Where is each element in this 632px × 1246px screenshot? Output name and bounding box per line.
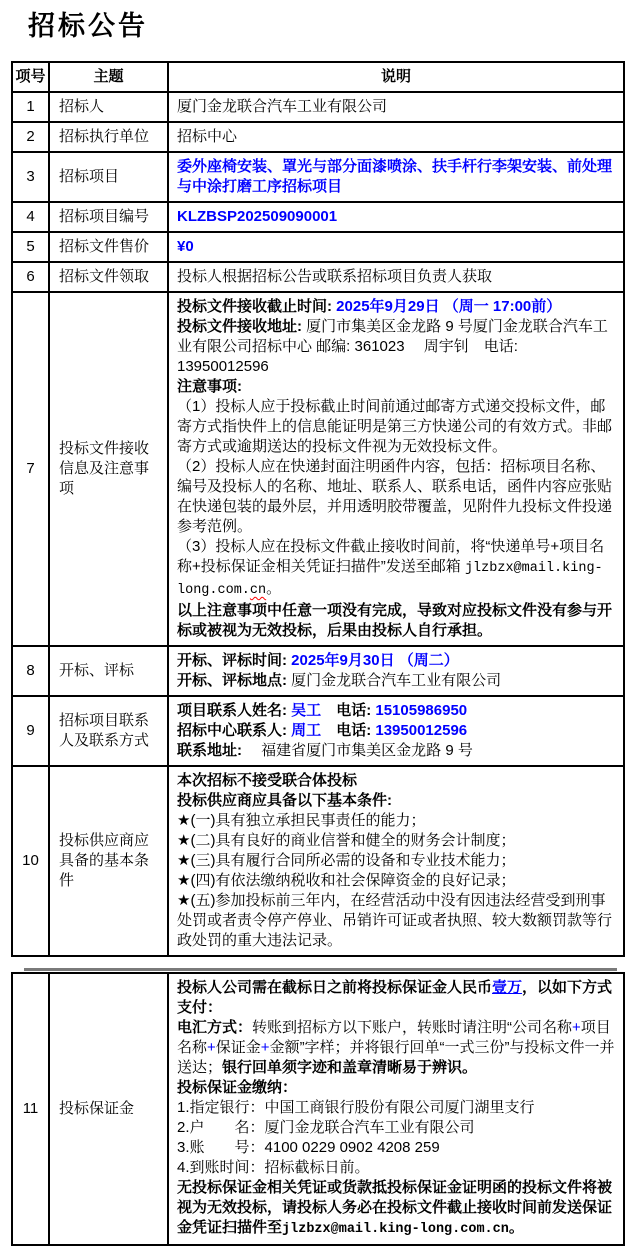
text-segment: 3.账 号：4100 0229 0902 4208 259 <box>177 1139 440 1156</box>
text-segment: 委外座椅安装、罩光与部分面漆喷涂、扶手杆行李架安装、前处理与中涂打磨工序招标项目 <box>177 158 613 195</box>
text-segment: + <box>260 1039 270 1056</box>
description-line <box>177 701 615 721</box>
text-segment: 电话: <box>336 722 376 739</box>
description-line <box>177 1078 615 1098</box>
text-segment: 电话: <box>336 702 376 719</box>
text-segment: 周工 <box>291 722 322 739</box>
text-segment: 福建省厦门市集美区金龙路 9 号 <box>246 742 473 759</box>
row-item-number: 8 <box>12 646 49 696</box>
description-line <box>177 397 615 457</box>
description-line <box>177 851 615 871</box>
row-topic: 开标、评标 <box>49 646 168 696</box>
description-line <box>177 1138 615 1158</box>
description-line <box>177 741 615 761</box>
text-segment: ，以如下方式支付： <box>177 979 613 1016</box>
table-row <box>12 122 624 152</box>
row-topic: 招标项目编号 <box>49 202 168 232</box>
description-line <box>177 978 615 1018</box>
row-description <box>168 292 624 646</box>
description-line <box>177 721 615 741</box>
text-segment: 联系地址: <box>177 742 247 759</box>
text-segment: ★(三)具有履行合同所必需的设备和专业技术能力； <box>177 852 516 869</box>
text-segment: 15105986950 <box>375 702 468 719</box>
row-item-number: 6 <box>12 262 49 292</box>
text-segment: 转账到招标方以下账户，转账时请注明“公司名称 <box>252 1019 573 1036</box>
description-line <box>177 377 615 397</box>
row-item-number: 7 <box>12 292 49 646</box>
row-description <box>168 122 624 152</box>
row-item-number: 4 <box>12 202 49 232</box>
text-segment: 招标中心联系人: <box>177 722 292 739</box>
text-segment: 2025年9月29日 （周一 17:00前） <box>336 298 562 315</box>
table-row <box>12 292 624 646</box>
text-segment: 厦门金龙联合汽车工业有限公司 <box>291 672 502 689</box>
description-line <box>177 1118 615 1138</box>
text-segment: 投标文件接收截止时间: <box>177 298 337 315</box>
column-header-item-no: 项号 <box>12 62 49 92</box>
description-line <box>177 1098 615 1118</box>
row-topic: 投标保证金 <box>49 973 168 1245</box>
description-line <box>177 831 615 851</box>
text-segment <box>321 702 336 719</box>
text-segment: 开标、评标时间: <box>177 652 292 669</box>
row-description <box>168 766 624 956</box>
text-segment: 开标、评标地点: <box>177 672 292 689</box>
row-topic: 招标项目联系人及联系方式 <box>49 696 168 766</box>
text-segment: 厦门金龙联合汽车工业有限公司 <box>177 98 388 115</box>
text-segment: 。 <box>508 1219 524 1236</box>
description-line <box>177 1018 615 1078</box>
text-segment: ★(二)具有良好的商业信誉和健全的财务会计制度； <box>177 832 516 849</box>
description-line <box>177 601 615 641</box>
text-segment: 项目名称 <box>177 1019 611 1056</box>
description-line <box>177 207 615 227</box>
row-description <box>168 646 624 696</box>
table-row <box>12 152 624 202</box>
text-segment <box>321 722 336 739</box>
text-segment: 以上注意事项中任意一项没有完成，导致对应投标文件没有参与开标或被视为无效投标，后果由投标人自行承担。 <box>177 602 613 639</box>
text-segment: 银行回单须字迹和盖章清晰易于辨识。 <box>222 1059 478 1076</box>
text-segment: 电汇方式： <box>177 1019 253 1036</box>
table-header-row <box>12 62 624 92</box>
text-segment: 投标供应商应具备以下基本条件: <box>177 792 392 809</box>
description-line <box>177 791 615 811</box>
row-topic: 投标供应商应具备的基本条件 <box>49 766 168 956</box>
text-segment: 投标人根据招标公告或联系招标项目负责人获取 <box>177 268 493 285</box>
row-description <box>168 973 624 1245</box>
table-row <box>12 202 624 232</box>
description-line <box>177 457 615 537</box>
text-segment: 2.户 名：厦门金龙联合汽车工业有限公司 <box>177 1119 475 1136</box>
row-topic: 招标文件领取 <box>49 262 168 292</box>
text-segment: + <box>207 1039 216 1056</box>
table-row <box>12 696 624 766</box>
text-segment: KLZBSP202509090001 <box>177 208 338 225</box>
tender-announcement-table <box>11 61 625 957</box>
description-line <box>177 811 615 831</box>
row-topic: 招标执行单位 <box>49 122 168 152</box>
text-segment: 吴工 <box>291 702 322 719</box>
text-segment: 无投标保证金相关凭证或货款抵投标保证金证明函的投标文件将被视为无效投标，请投标人务必在投标文件截止接收时间前发送保证金凭证扫描件至 <box>177 1179 613 1236</box>
page-break-divider <box>0 957 632 972</box>
table-row <box>12 973 624 1245</box>
description-line <box>177 537 615 601</box>
description-line <box>177 871 615 891</box>
table-row <box>12 92 624 122</box>
text-segment: 注意事项: <box>177 378 242 395</box>
gray-divider-line <box>24 968 617 971</box>
text-segment: 厦门市集美区金龙路 9 号厦门金龙联合汽车工业有限公司招标中心 邮编: 361023 周宇钊 电话: 13950012596 <box>177 318 608 375</box>
text-segment: jlzbzx@mail.king-long.com. <box>177 561 603 598</box>
table-row <box>12 232 624 262</box>
text-segment: 招标中心 <box>177 128 238 145</box>
row-topic: 投标文件接收信息及注意事项 <box>49 292 168 646</box>
text-segment: 2025年9月30日 （周二） <box>291 652 459 669</box>
description-line <box>177 1178 615 1240</box>
text-segment: ★(四)有依法缴纳税收和社会保障资金的良好记录； <box>177 872 516 889</box>
row-item-number: 10 <box>12 766 49 956</box>
row-item-number: 1 <box>12 92 49 122</box>
text-segment: 。 <box>266 580 282 597</box>
description-line <box>177 157 615 197</box>
text-segment: 投标文件接收地址: <box>177 318 307 335</box>
text-segment: 1.指定银行：中国工商银行股份有限公司厦门湖里支行 <box>177 1099 535 1116</box>
row-description <box>168 92 624 122</box>
text-segment: （1）投标人应于投标截止时间前通过邮寄方式递交投标文件，邮寄方式指快件上的信息能证明是第三方快递公司的有效方式。非邮寄方式或逾期送达的投标文件视为无效投标文件。 <box>177 398 613 455</box>
text-segment: 投标保证金缴纳： <box>177 1079 298 1096</box>
text-segment: 13950012596 <box>375 722 468 739</box>
text-segment: ¥0 <box>177 238 194 255</box>
text-segment: 壹万 <box>492 979 523 996</box>
text-segment: 投标人公司需在截标日之前将投标保证金人民币 <box>177 979 493 996</box>
row-description <box>168 262 624 292</box>
description-line <box>177 771 615 791</box>
text-segment: 保证金 <box>215 1039 261 1056</box>
row-item-number: 2 <box>12 122 49 152</box>
row-item-number: 9 <box>12 696 49 766</box>
row-topic: 招标人 <box>49 92 168 122</box>
text-segment: （2）投标人应在快递封面注明函件内容，包括：招标项目名称、编号及投标人的名称、地址、联系人、联系电话，函件内容应张贴在快递包装的最外层，并用透明胶带覆盖，见附件九投标文件投递参考范例。 <box>177 458 613 535</box>
row-description <box>168 152 624 202</box>
tender-deposit-table <box>11 972 625 1246</box>
table-row <box>12 766 624 956</box>
text-segment: 金额”字样；并将银行回单“一式三份”与投标文件一并送达； <box>177 1039 615 1076</box>
text-segment: cn <box>249 583 267 598</box>
text-segment: + <box>572 1019 581 1036</box>
description-line <box>177 317 615 377</box>
row-topic: 招标文件售价 <box>49 232 168 262</box>
text-segment: 4.到账时间：招标截标日前。 <box>177 1159 370 1176</box>
row-topic: 招标项目 <box>49 152 168 202</box>
row-description <box>168 232 624 262</box>
text-segment: 项目联系人姓名: <box>177 702 292 719</box>
description-line <box>177 237 615 257</box>
text-segment: jlzbzx@mail.king-long.com.cn <box>282 1222 509 1237</box>
row-item-number: 5 <box>12 232 49 262</box>
text-segment: ★(一)具有独立承担民事责任的能力； <box>177 812 426 829</box>
page-title: 招标公告 <box>28 11 148 41</box>
row-description <box>168 202 624 232</box>
description-line <box>177 651 615 671</box>
description-line <box>177 891 615 951</box>
description-line <box>177 97 615 117</box>
column-header-description: 说明 <box>168 62 624 92</box>
row-item-number: 11 <box>12 973 49 1245</box>
description-line <box>177 1158 615 1178</box>
description-line <box>177 297 615 317</box>
table-row <box>12 262 624 292</box>
table-row <box>12 646 624 696</box>
row-item-number: 3 <box>12 152 49 202</box>
column-header-topic: 主题 <box>49 62 168 92</box>
description-line <box>177 671 615 691</box>
description-line <box>177 267 615 287</box>
text-segment: （3）投标人应在投标文件截止接收时间前，将“快递单号+项目名称+投标保证金相关凭证扫描件”发送至邮箱 <box>177 538 605 575</box>
text-segment: 本次招标不接受联合体投标 <box>177 772 358 789</box>
description-line <box>177 127 615 147</box>
row-description <box>168 696 624 766</box>
text-segment: ★(五)参加投标前三年内，在经营活动中没有因违法经营受到刑事处罚或者责令停产停业、吊销许可证或者执照、较大数额罚款等行政处罚的重大违法记录。 <box>177 892 613 949</box>
